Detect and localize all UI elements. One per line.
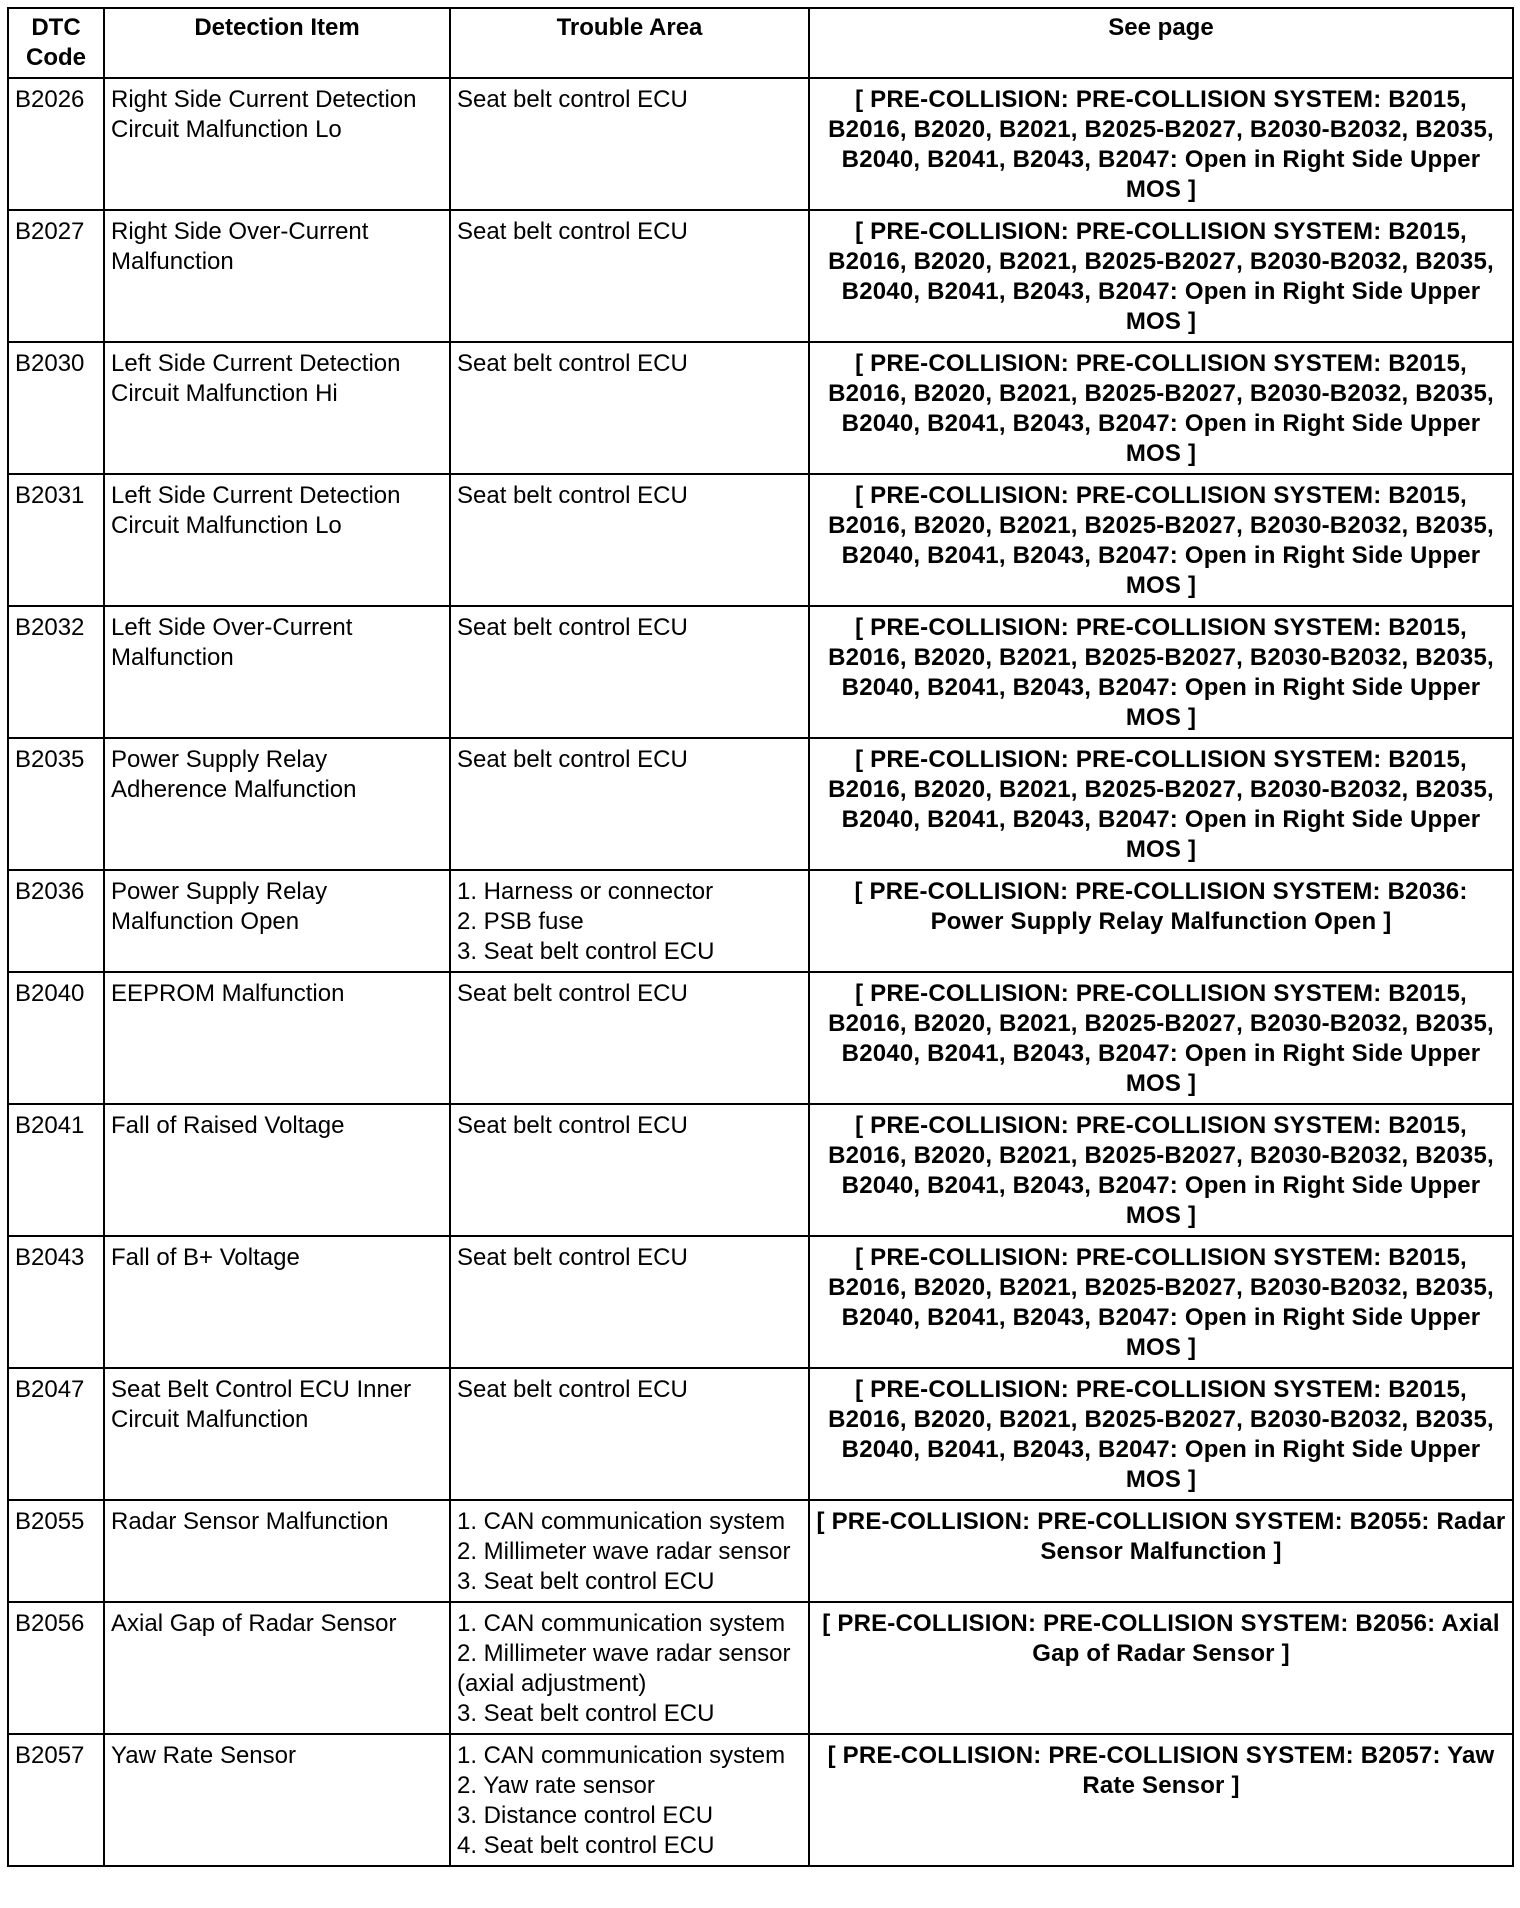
table-row [8,210,1513,342]
detection-item-cell: Left Side Current Detection Circuit Malfunction Hi [104,342,450,474]
trouble-area-cell [450,1236,809,1368]
header-detection-item: Detection Item [104,8,450,78]
trouble-area-cell [450,1500,809,1602]
trouble-area-line: 3. Distance control ECU [457,1802,714,1829]
table-row [8,738,1513,870]
table-row [8,342,1513,474]
see-page-link[interactable]: [ PRE-COLLISION: PRE-COLLISION SYSTEM: B2015, B2016, B2020, B2021, B2025-B2027, B2030-B2032, B2035, B2040, B2041, B2043, B2047: Open in Right Side Upper MOS ] [809,1368,1513,1500]
table-row [8,1734,1513,1866]
trouble-area-line: 2. Millimeter wave radar sensor [457,1538,791,1565]
dtc-table [7,7,1514,1867]
table-row [8,1236,1513,1368]
see-page-link[interactable]: [ PRE-COLLISION: PRE-COLLISION SYSTEM: B2015, B2016, B2020, B2021, B2025-B2027, B2030-B2032, B2035, B2040, B2041, B2043, B2047: Open in Right Side Upper MOS ] [809,342,1513,474]
trouble-area-line: Seat belt control ECU [457,980,688,1007]
see-page-link[interactable]: [ PRE-COLLISION: PRE-COLLISION SYSTEM: B2015, B2016, B2020, B2021, B2025-B2027, B2030-B2032, B2035, B2040, B2041, B2043, B2047: Open in Right Side Upper MOS ] [809,474,1513,606]
see-page-link[interactable]: [ PRE-COLLISION: PRE-COLLISION SYSTEM: B2015, B2016, B2020, B2021, B2025-B2027, B2030-B2032, B2035, B2040, B2041, B2043, B2047: Open in Right Side Upper MOS ] [809,606,1513,738]
detection-item-cell: Yaw Rate Sensor [104,1734,450,1866]
trouble-area-line: 1. Harness or connector [457,878,714,905]
dtc-code-cell: B2040 [8,972,104,1104]
trouble-area-line: 2. Yaw rate sensor [457,1772,655,1799]
see-page-link[interactable]: [ PRE-COLLISION: PRE-COLLISION SYSTEM: B2015, B2016, B2020, B2021, B2025-B2027, B2030-B2032, B2035, B2040, B2041, B2043, B2047: Open in Right Side Upper MOS ] [809,78,1513,210]
detection-item-cell: Fall of Raised Voltage [104,1104,450,1236]
see-page-link[interactable]: [ PRE-COLLISION: PRE-COLLISION SYSTEM: B2056: Axial Gap of Radar Sensor ] [809,1602,1513,1734]
table-row [8,972,1513,1104]
trouble-area-line: 2. PSB fuse [457,908,584,935]
see-page-link[interactable]: [ PRE-COLLISION: PRE-COLLISION SYSTEM: B2036: Power Supply Relay Malfunction Open ] [809,870,1513,972]
detection-item-cell: Power Supply Relay Adherence Malfunction [104,738,450,870]
trouble-area-line: 3. Seat belt control ECU [457,938,715,965]
dtc-code-cell: B2035 [8,738,104,870]
trouble-area-cell [450,1368,809,1500]
trouble-area-cell [450,606,809,738]
see-page-link[interactable]: [ PRE-COLLISION: PRE-COLLISION SYSTEM: B2015, B2016, B2020, B2021, B2025-B2027, B2030-B2032, B2035, B2040, B2041, B2043, B2047: Open in Right Side Upper MOS ] [809,972,1513,1104]
dtc-code-cell: B2057 [8,1734,104,1866]
dtc-code-cell: B2031 [8,474,104,606]
dtc-code-cell: B2027 [8,210,104,342]
see-page-link[interactable]: [ PRE-COLLISION: PRE-COLLISION SYSTEM: B2015, B2016, B2020, B2021, B2025-B2027, B2030-B2032, B2035, B2040, B2041, B2043, B2047: Open in Right Side Upper MOS ] [809,1104,1513,1236]
trouble-area-line: Seat belt control ECU [457,350,688,377]
header-trouble-area: Trouble Area [450,8,809,78]
see-page-link[interactable]: [ PRE-COLLISION: PRE-COLLISION SYSTEM: B2015, B2016, B2020, B2021, B2025-B2027, B2030-B2032, B2035, B2040, B2041, B2043, B2047: Open in Right Side Upper MOS ] [809,210,1513,342]
trouble-area-cell [450,210,809,342]
dtc-code-cell: B2032 [8,606,104,738]
trouble-area-line: Seat belt control ECU [457,1376,688,1403]
trouble-area-line: Seat belt control ECU [457,1244,688,1271]
see-page-link[interactable]: [ PRE-COLLISION: PRE-COLLISION SYSTEM: B2015, B2016, B2020, B2021, B2025-B2027, B2030-B2032, B2035, B2040, B2041, B2043, B2047: Open in Right Side Upper MOS ] [809,738,1513,870]
dtc-code-cell: B2026 [8,78,104,210]
table-row [8,1602,1513,1734]
trouble-area-cell [450,1602,809,1734]
trouble-area-line: Seat belt control ECU [457,86,688,113]
trouble-area-line: 3. Seat belt control ECU [457,1700,715,1727]
trouble-area-line: Seat belt control ECU [457,482,688,509]
trouble-area-cell [450,474,809,606]
detection-item-cell: Axial Gap of Radar Sensor [104,1602,450,1734]
see-page-link[interactable]: [ PRE-COLLISION: PRE-COLLISION SYSTEM: B2055: Radar Sensor Malfunction ] [809,1500,1513,1602]
dtc-code-cell: B2036 [8,870,104,972]
see-page-link[interactable]: [ PRE-COLLISION: PRE-COLLISION SYSTEM: B2057: Yaw Rate Sensor ] [809,1734,1513,1866]
table-body [8,78,1513,1866]
trouble-area-line: 1. CAN communication system [457,1508,786,1535]
dtc-code-cell: B2055 [8,1500,104,1602]
detection-item-cell: Fall of B+ Voltage [104,1236,450,1368]
see-page-link[interactable]: [ PRE-COLLISION: PRE-COLLISION SYSTEM: B2015, B2016, B2020, B2021, B2025-B2027, B2030-B2032, B2035, B2040, B2041, B2043, B2047: Open in Right Side Upper MOS ] [809,1236,1513,1368]
detection-item-cell: EEPROM Malfunction [104,972,450,1104]
table-row [8,1500,1513,1602]
detection-item-cell: Seat Belt Control ECU Inner Circuit Malfunction [104,1368,450,1500]
detection-item-cell: Left Side Over-Current Malfunction [104,606,450,738]
detection-item-cell: Left Side Current Detection Circuit Malfunction Lo [104,474,450,606]
trouble-area-line: 3. Seat belt control ECU [457,1568,715,1595]
detection-item-cell: Right Side Over-Current Malfunction [104,210,450,342]
table-row [8,78,1513,210]
trouble-area-cell [450,972,809,1104]
trouble-area-line: Seat belt control ECU [457,614,688,641]
trouble-area-cell [450,342,809,474]
trouble-area-line: Seat belt control ECU [457,746,688,773]
dtc-code-cell: B2047 [8,1368,104,1500]
dtc-code-cell: B2056 [8,1602,104,1734]
trouble-area-line: 1. CAN communication system [457,1742,786,1769]
trouble-area-line: Seat belt control ECU [457,218,688,245]
header-see-page: See page [809,8,1513,78]
detection-item-cell: Right Side Current Detection Circuit Malfunction Lo [104,78,450,210]
header-row [8,8,1513,78]
trouble-area-line: 2. Millimeter wave radar sensor (axial adjustment) [457,1640,791,1697]
trouble-area-line: 1. CAN communication system [457,1610,786,1637]
trouble-area-line: 4. Seat belt control ECU [457,1832,715,1859]
trouble-area-cell [450,1734,809,1866]
table-row [8,870,1513,972]
table-row [8,606,1513,738]
header-dtc-code: DTC Code [8,8,104,78]
trouble-area-cell [450,1104,809,1236]
dtc-code-cell: B2041 [8,1104,104,1236]
dtc-code-cell: B2043 [8,1236,104,1368]
trouble-area-cell [450,78,809,210]
table-row [8,474,1513,606]
table-row [8,1368,1513,1500]
dtc-code-cell: B2030 [8,342,104,474]
detection-item-cell: Radar Sensor Malfunction [104,1500,450,1602]
table-row [8,1104,1513,1236]
trouble-area-cell [450,738,809,870]
trouble-area-line: Seat belt control ECU [457,1112,688,1139]
trouble-area-cell [450,870,809,972]
detection-item-cell: Power Supply Relay Malfunction Open [104,870,450,972]
